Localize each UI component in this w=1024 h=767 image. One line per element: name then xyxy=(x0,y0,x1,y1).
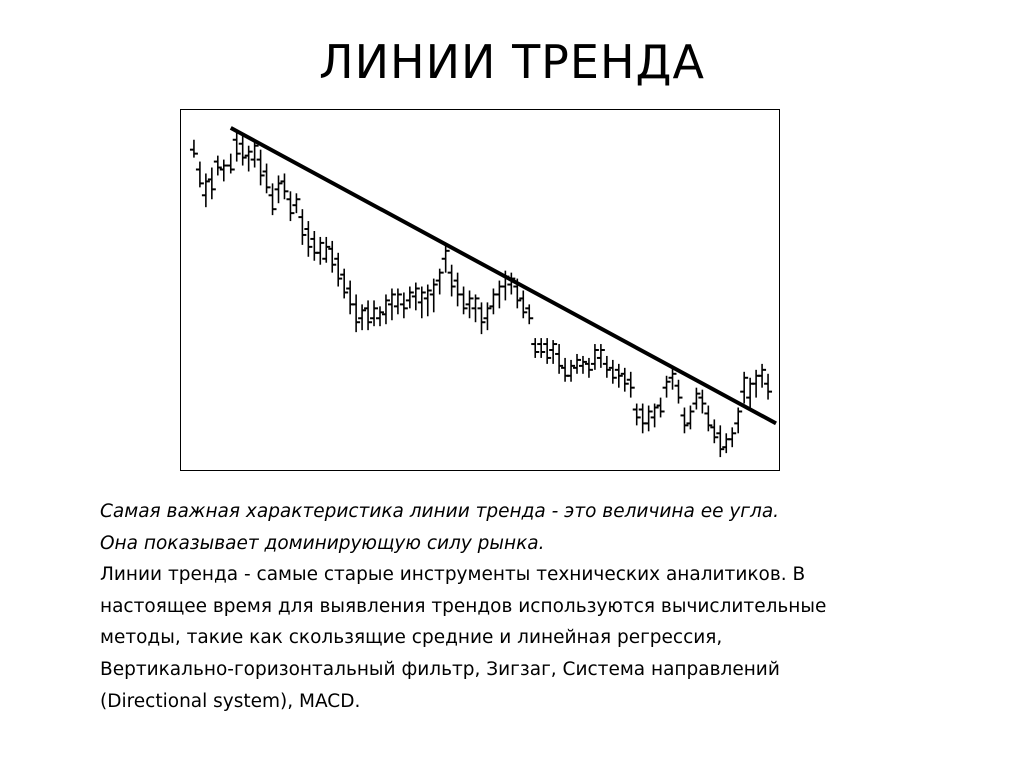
price-bar xyxy=(298,209,306,245)
price-bar xyxy=(609,360,617,384)
price-bar xyxy=(263,164,271,194)
price-bar xyxy=(316,237,324,265)
price-bar xyxy=(615,364,623,388)
price-bar xyxy=(734,408,742,434)
italic-line-2: Она показывает доминирующую силу рынка. xyxy=(100,532,545,554)
price-bar xyxy=(573,354,581,374)
price-bar xyxy=(466,290,474,318)
price-bar xyxy=(752,370,760,398)
price-bar xyxy=(292,193,300,213)
price-bar xyxy=(746,378,754,408)
body-line-1: Линии тренда - самые старые инструменты технических аналитиков. В xyxy=(100,564,806,586)
italic-line-1: Самая важная характеристика линии тренда - это величина ее угла. xyxy=(100,501,780,522)
price-bar xyxy=(680,408,688,434)
price-bar xyxy=(537,338,545,358)
body-line-2: настоящее время для выявления трендов используются вычислительные xyxy=(100,595,827,617)
price-bars xyxy=(190,130,772,457)
price-bar xyxy=(740,372,748,404)
body-line-4: Вертикально-горизонтальный фильтр, Зигзаг, Система направлений xyxy=(100,658,780,680)
price-bar xyxy=(364,300,372,330)
price-bar xyxy=(334,253,342,287)
price-bar xyxy=(239,136,247,166)
price-bar xyxy=(710,419,718,443)
price-bar xyxy=(436,269,444,295)
price-bar xyxy=(633,404,641,426)
trend-line xyxy=(231,128,776,424)
price-bar xyxy=(208,168,216,200)
price-bar xyxy=(525,304,533,324)
price-bar xyxy=(281,173,289,199)
price-bar xyxy=(519,290,527,318)
body-line-3: методы, такие как скользящие средние и линейная регрессия, xyxy=(100,627,723,649)
price-bar xyxy=(220,160,228,182)
slide-body xyxy=(100,496,940,717)
price-bar xyxy=(394,289,402,315)
price-bar xyxy=(531,338,539,358)
price-bar xyxy=(430,279,438,313)
price-bar xyxy=(190,140,198,158)
price-bar xyxy=(555,344,563,374)
price-bar xyxy=(286,191,294,221)
price-bar xyxy=(489,289,497,315)
price-bar xyxy=(585,358,593,378)
price-bar xyxy=(214,156,222,176)
price-bar xyxy=(196,162,204,188)
price-bar xyxy=(412,283,420,311)
price-bar xyxy=(328,241,336,273)
price-bar xyxy=(460,287,468,315)
price-bar xyxy=(561,358,569,382)
price-bar xyxy=(728,427,736,447)
chart-frame xyxy=(180,109,780,471)
price-bar xyxy=(567,360,575,382)
price-bar xyxy=(418,287,426,319)
price-bar xyxy=(639,404,647,434)
price-bar xyxy=(454,273,462,307)
price-bar xyxy=(340,269,348,299)
price-bar xyxy=(495,281,503,309)
price-bar xyxy=(352,294,360,332)
price-bar xyxy=(549,340,557,364)
price-bar xyxy=(651,404,659,428)
price-bar xyxy=(663,376,671,398)
price-bar xyxy=(388,289,396,321)
body-line-5: (Directional system), MACD. xyxy=(100,690,361,712)
price-bar xyxy=(382,294,390,324)
price-bar xyxy=(400,292,408,318)
price-bar xyxy=(275,175,283,203)
price-bar xyxy=(716,425,724,457)
price-bar xyxy=(257,150,265,186)
price-bar xyxy=(645,406,653,432)
price-bar xyxy=(442,245,450,273)
ohlc-chart xyxy=(181,110,778,469)
price-bar xyxy=(424,285,432,317)
price-bar xyxy=(764,374,772,400)
price-bar xyxy=(227,154,235,174)
slide-title: ЛИНИИ ТРЕНДА xyxy=(319,35,705,89)
price-bar xyxy=(346,281,354,315)
price-bar xyxy=(675,380,683,404)
